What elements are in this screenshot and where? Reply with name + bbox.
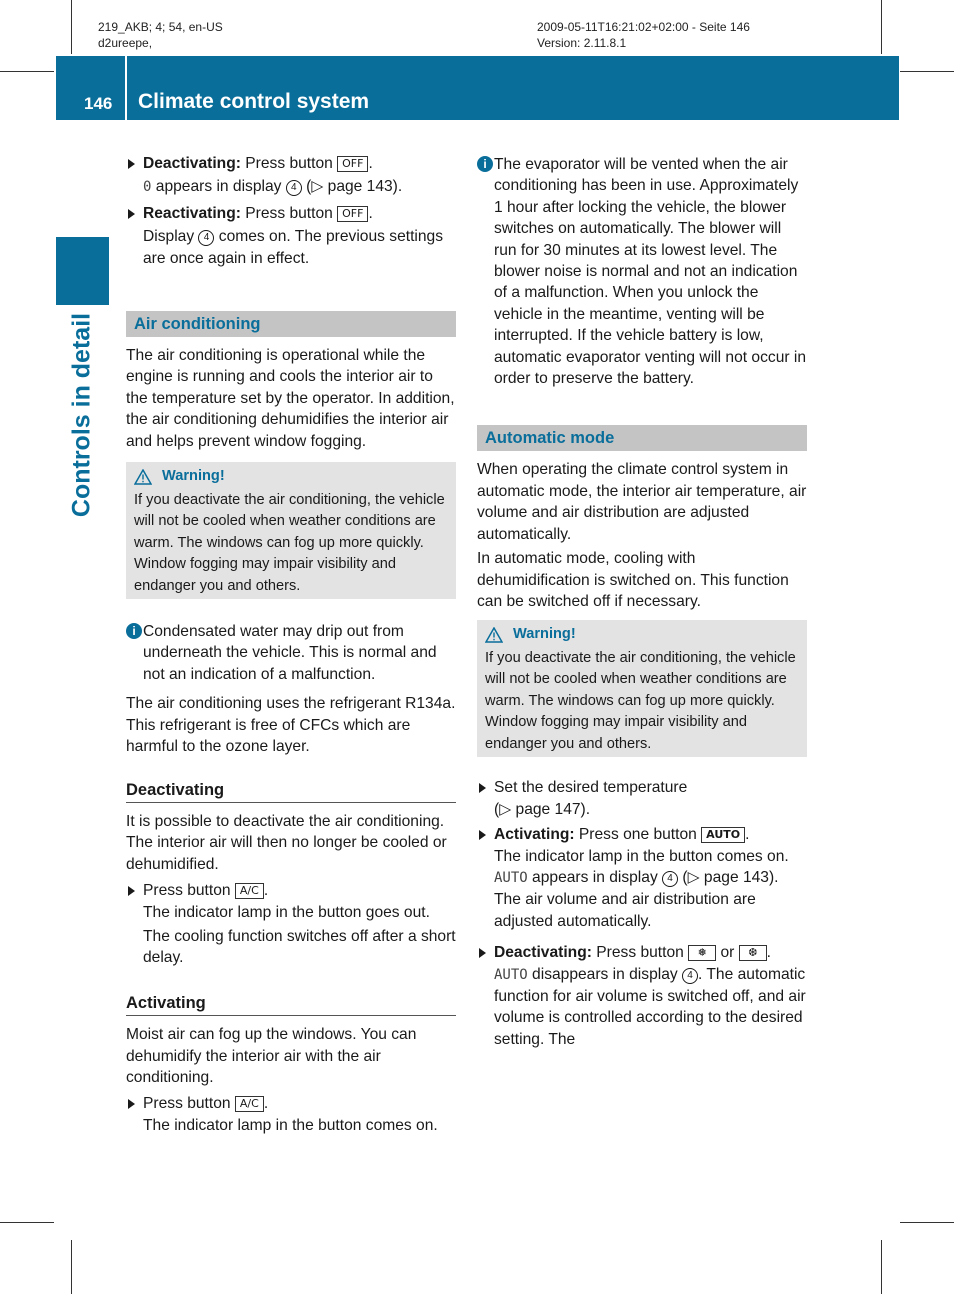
warning-text: If you deactivate the air conditioning, the vehicle will not be cooled when weather conditions are warm. The windows can fog up more quickly. Window fogging may impair visibility and endanger you and others. <box>485 649 796 752</box>
paragraph: It is possible to deactivate the air conditioning. The interior air will then no longer be cooled or dehumidified. <box>126 812 447 873</box>
warning-box <box>477 620 807 757</box>
bullet-text: The air volume and air distribution are adjusted automatically. <box>494 891 756 930</box>
warning-box <box>126 462 456 599</box>
crop-mark <box>71 0 72 54</box>
off-button-key: OFF <box>337 206 368 222</box>
bullet-text: disappears in display <box>527 965 683 983</box>
paragraph: In automatic mode, cooling with dehumidification is switched on. This function can be switched off if necessary. <box>477 550 789 610</box>
bullet-text: (▷ page 143). <box>301 178 403 196</box>
callout-number: 4 <box>198 230 214 246</box>
warning-title <box>134 466 448 488</box>
bullet-text: The indicator lamp in the button comes on. <box>143 1116 438 1134</box>
punct: . <box>263 882 269 900</box>
subsection-heading: Activating <box>126 993 456 1016</box>
paragraph: The air conditioning uses the refrigerant R134a. This refrigerant is free of CFCs which are harmful to the ozone layer. <box>126 695 456 756</box>
print-meta-left <box>98 19 223 51</box>
warning-label: Warning! <box>513 626 576 643</box>
list-item <box>477 824 807 932</box>
bullet-text: The cooling function switches off after a short delay. <box>143 927 456 967</box>
list-item <box>126 880 456 969</box>
info-text: Condensated water may drip out from underneath the vehicle. This is normal and not an indication of a malfunction. <box>143 623 437 683</box>
bullet-text: Display <box>143 228 199 246</box>
info-icon: i <box>126 623 142 639</box>
side-chapter-label: Controls in detail <box>67 312 96 518</box>
list-item <box>126 153 456 199</box>
display-symbol: AUTO <box>494 869 528 886</box>
fan-up-button-key: ❆ <box>739 945 767 961</box>
warning-triangle-icon <box>485 627 503 643</box>
crop-mark <box>900 1222 954 1223</box>
bullet-text: Press button <box>240 155 338 172</box>
bullet-text: Press button <box>591 944 689 962</box>
bullet-text: Press button <box>143 882 235 900</box>
header-divider <box>125 56 127 120</box>
callout-number: 4 <box>662 871 678 887</box>
crop-mark <box>71 1240 72 1294</box>
bullet-label: Deactivating: <box>494 944 592 962</box>
bullet-arrow-icon <box>128 886 135 896</box>
section-heading: Air conditioning <box>126 311 456 337</box>
bullet-text: appears in display <box>151 178 286 196</box>
bullet-label: Reactivating: <box>143 204 241 222</box>
meta-line: 2009-05-11T16:21:02+02:00 - Seite 146 <box>537 20 750 34</box>
callout-number: 4 <box>286 180 302 196</box>
side-tab-marker <box>56 237 109 305</box>
bullet-label: Deactivating: <box>143 155 241 172</box>
bullet-text: Press button <box>143 1095 235 1113</box>
info-note <box>477 154 807 389</box>
meta-line: Version: 2.11.8.1 <box>537 36 627 50</box>
bullet-text: . The automatic function for air volume is switched off, and air volume is controlled according to the desired setting. The <box>494 965 806 1048</box>
bullet-text: comes on. The previous settings are once again in effect. <box>143 228 444 267</box>
left-column <box>126 153 456 1140</box>
crop-mark <box>0 1222 54 1223</box>
ac-button-key: A/C <box>235 1096 264 1112</box>
page-number: 146 <box>84 94 113 113</box>
ac-button-key: A/C <box>235 883 264 899</box>
info-text: The evaporator will be vented when the air conditioning has been in use. Approximately 1 hour after locking the vehicle, the blower switches on automatically. The blower will run for 30 minutes at its lowest level. The blower noise is normal and not an indication of a malfunction. When you unlock the vehicle in the meantime, venting will be interrupted. If the vehicle battery is low, automatic evaporator venting will not occur in order to preserve the battery. <box>494 156 807 388</box>
bullet-label: Activating: <box>494 826 575 844</box>
bullet-text: The indicator lamp in the button comes on. <box>494 847 789 865</box>
display-symbol: 0 <box>143 179 152 196</box>
punct: . <box>368 155 373 172</box>
chapter-title: Climate control system <box>138 90 370 113</box>
punct: . <box>368 204 373 222</box>
section-heading: Automatic mode <box>477 425 807 451</box>
list-item <box>477 942 807 1050</box>
callout-number: 4 <box>682 968 698 984</box>
meta-line: d2ureepe, <box>98 36 153 50</box>
crop-mark <box>0 71 54 72</box>
info-icon: i <box>477 156 493 172</box>
right-column <box>477 154 807 1054</box>
bullet-text: (▷ page 143). <box>678 868 779 886</box>
bullet-text: Set the desired temperature <box>494 779 688 797</box>
list-item <box>126 1093 456 1136</box>
info-note <box>126 621 456 685</box>
warning-text: If you deactivate the air conditioning, the vehicle will not be cooled when weather conditions are warm. The windows can fog up more quickly. Window fogging may impair visibility and endanger you and others. <box>134 491 445 594</box>
punct: . <box>745 826 750 844</box>
bullet-text: (▷ page 147). <box>494 800 591 818</box>
crop-mark <box>900 71 954 72</box>
display-symbol: AUTO <box>494 966 528 983</box>
bullet-text: Press button <box>240 204 338 222</box>
off-button-key: OFF <box>337 156 368 172</box>
meta-line: 219_AKB; 4; 54, en-US <box>98 20 223 34</box>
fan-down-button-key: ❅ <box>688 945 716 961</box>
paragraph: The air conditioning is operational while the engine is running and cools the interior air to the temperature set by the operator. In addition, the air conditioning dehumidifies the interior air and helps prevent window fogging. <box>126 347 455 450</box>
paragraph: When operating the climate control system in automatic mode, the interior air temperature, air volume and air distribution are adjusted automatically. <box>477 461 807 543</box>
bullet-arrow-icon <box>479 830 486 840</box>
bullet-text: appears in display <box>527 868 663 886</box>
bullet-arrow-icon <box>479 948 486 958</box>
list-item <box>477 777 807 820</box>
crop-mark <box>881 0 882 54</box>
auto-button-key: AUTO <box>701 827 745 843</box>
subsection-heading: Deactivating <box>126 780 456 803</box>
bullet-arrow-icon <box>128 209 135 219</box>
print-meta-right <box>537 19 750 51</box>
bullet-text: Press one button <box>574 826 702 844</box>
bullet-text: The indicator lamp in the button goes out. <box>143 903 430 921</box>
warning-label: Warning! <box>162 468 225 485</box>
bullet-arrow-icon <box>128 159 135 169</box>
bullet-arrow-icon <box>128 1099 135 1109</box>
bullet-arrow-icon <box>479 783 486 793</box>
bullet-text: or <box>716 944 739 962</box>
list-item <box>126 203 456 269</box>
warning-title <box>485 624 799 646</box>
warning-triangle-icon <box>134 469 152 485</box>
punct: . <box>766 944 772 962</box>
paragraph: Moist air can fog up the windows. You can dehumidify the interior air with the air conditioning. <box>126 1026 417 1086</box>
crop-mark <box>881 1240 882 1294</box>
punct: . <box>263 1095 269 1113</box>
